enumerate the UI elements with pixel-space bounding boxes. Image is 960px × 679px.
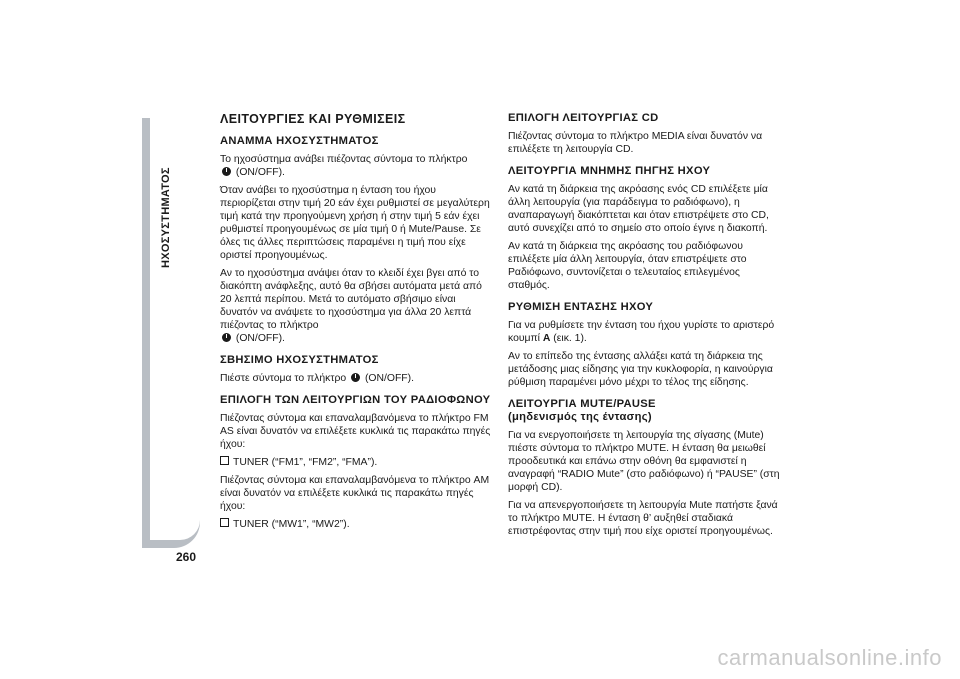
am-bullet-text: TUNER (“MW1”, “MW2”). <box>233 519 350 530</box>
radio-off-paragraph <box>220 372 492 385</box>
am-paragraph: Πιέζοντας σύντομα και επαναλαμβανόμενα το πλήκτρο AM είναι δυνατόν να επιλέξετε κυκλικά τις παρακάτω πηγές ήχου: <box>220 475 490 512</box>
knob-label: A <box>542 333 551 344</box>
cd-mode-heading: ΕΠΙΛΟΓΗ ΛΕΙΤΟΥΡΓΙΑΣ CD <box>508 112 659 124</box>
am-bullet <box>220 518 492 531</box>
source-memory-paragraph-1: Αν κατά τη διάρκεια της ακρόασης ενός CD επιλέξετε μία άλλη λειτουργία (για παράδειγμα το ραδιόφωνο), η αναπαραγωγή διακόπτεται και όταν επιστρέψετε στο CD, αυτό συνεχίζει από το σημείο στο οποίο έγινε η διακοπή. <box>508 184 769 234</box>
radio-on-paragraph-3 <box>220 267 492 345</box>
checkbox-bullet-icon <box>220 518 229 527</box>
source-memory-paragraph-2: Αν κατά τη διάρκεια της ακρόασης του ραδιόφωνου επιλέξετε μία άλλη λειτουργία, όταν επιστρέψετε στο Ραδιόφωνο, συντονίζεται ο τελευταίος επιλεγμένος σταθμός. <box>508 241 747 291</box>
radio-on-text: Το ηχοσύστημα ανάβει πιέζοντας σύντομα το πλήκτρο <box>220 154 468 165</box>
volume-paragraph-1 <box>508 319 780 345</box>
on-off-label: (ON/OFF). <box>235 333 285 344</box>
mute-paragraph-1: Για να ενεργοποιήσετε τη λειτουργία της σίγασης (Mute) πιέστε σύντομα το πλήκτρο MUTE. Η ένταση θα μειωθεί προοδευτικά και επάνω στην οθόνη θα εμφανιστεί η αναγραφή “RADIO Mute” (στο ραδιόφωνο) ή “PAUSE” (στη μορφή CD). <box>508 430 780 493</box>
volume-text: Για να ρυθμίσετε την ένταση του ήχου γυρίστε το αριστερό κουμπί <box>508 320 775 344</box>
on-off-label: (ON/OFF). <box>364 373 414 384</box>
cd-mode-paragraph: Πιέζοντας σύντομα το πλήκτρο MEDIA είναι δυνατόν να επιλέξετε τη λειτουργία CD. <box>508 131 763 155</box>
mute-heading-line-2: (μηδενισμός της έντασης) <box>508 411 652 423</box>
power-button-icon <box>351 373 360 382</box>
left-column <box>220 112 492 536</box>
volume-heading: ΡΥΘΜΙΣΗ ΕΝΤΑΣΗΣ ΗΧΟΥ <box>508 301 654 313</box>
mute-heading-line-1: ΛΕΙΤΟΥΡΓΙΑ MUTE/PAUSE <box>508 398 656 410</box>
fm-paragraph: Πιέζοντας σύντομα και επαναλαμβανόμενα το πλήκτρο FM AS είναι δυνατόν να επιλέξετε κυκλικά τις παρακάτω πηγές ήχου: <box>220 413 491 450</box>
fm-bullet <box>220 456 492 469</box>
mute-paragraph-2: Για να απενεργοποιήσετε τη λειτουργία Mute πατήστε ξανά το πλήκτρο MUTE. Η ένταση θ’ αυξηθεί σταδιακά επιστρέφοντας στην τιμή που είχε οριστεί προηγουμένως. <box>508 500 778 537</box>
page-number: 260 <box>176 550 197 564</box>
power-button-icon <box>222 333 231 342</box>
radio-on-paragraph-1 <box>220 153 492 179</box>
figure-ref: (εικ. 1). <box>553 333 587 344</box>
radio-off-text: Πιέστε σύντομα το πλήκτρο <box>220 373 347 384</box>
chapter-tab-inner <box>150 118 200 540</box>
radio-on-paragraph-2: Όταν ανάβει το ηχοσύστημα η ένταση του ήχου περιορίζεται στην τιμή 20 εάν έχει ρυθμιστεί σε μεγαλύτερη τιμή κατά την προηγούμενη χρήση ή στην τιμή 5 εάν έχει ρυθμιστεί προηγουμένως σε μία τιμή 0 ή Mute/Pause. Σε όλες τις άλλες περιπτώσεις παραμένει η τιμή που είχε οριστεί προηγουμένως. <box>220 185 490 261</box>
auto-off-text: Αν το ηχοσύστημα ανάψει όταν το κλειδί έχει βγει από το διακόπτη ανάφλεξης, αυτό θα σβήσει αυτόματα μετά από 20 λεπτά περίπου. Μετά το αυτόματο σβήσιμο είναι δυνατόν να ανάψετε το ηχοσύστημα για άλλα 20 λεπτά πιέζοντας το πλήκτρο <box>220 268 482 331</box>
radio-on-heading: ΑΝΑΜΜΑ ΗΧΟΣΥΣΤΗΜΑΤΟΣ <box>220 135 379 147</box>
radio-off-heading: ΣΒΗΣΙΜΟ ΗΧΟΣΥΣΤΗΜΑΤΟΣ <box>220 354 379 366</box>
fm-bullet-text: TUNER (“FM1”, “FM2”, “FMA”). <box>233 457 378 468</box>
radio-functions-heading: ΕΠΙΛΟΓΗ ΤΩΝ ΛΕΙΤΟΥΡΓΙΩΝ ΤΟΥ ΡΑΔΙΟΦΩΝΟΥ <box>220 394 491 406</box>
power-button-icon <box>222 167 231 176</box>
source-memory-heading: ΛΕΙΤΟΥΡΓΙΑ ΜΝΗΜΗΣ ΠΗΓΗΣ ΗΧΟΥ <box>508 165 711 177</box>
on-off-label: (ON/OFF). <box>235 167 285 178</box>
right-column <box>508 112 780 543</box>
mute-heading <box>508 398 780 424</box>
volume-paragraph-2: Αν το επίπεδο της έντασης αλλάξει κατά τη διάρκεια της μετάδοσης μιας είδησης για την κυκλοφορία, η καινούργια ρύθμιση παραμένει μόνο μέχρι το τέλος της είδησης. <box>508 351 773 388</box>
checkbox-bullet-icon <box>220 456 229 465</box>
section-heading: ΛΕΙΤΟΥΡΓΙΕΣ ΚΑΙ ΡΥΘΜΙΣΕΙΣ <box>220 112 406 126</box>
chapter-title: ΗΧΟΣΥΣΤΗΜΑΤΟΣ <box>160 167 172 268</box>
watermark: carmanualsonline.info <box>717 645 942 670</box>
